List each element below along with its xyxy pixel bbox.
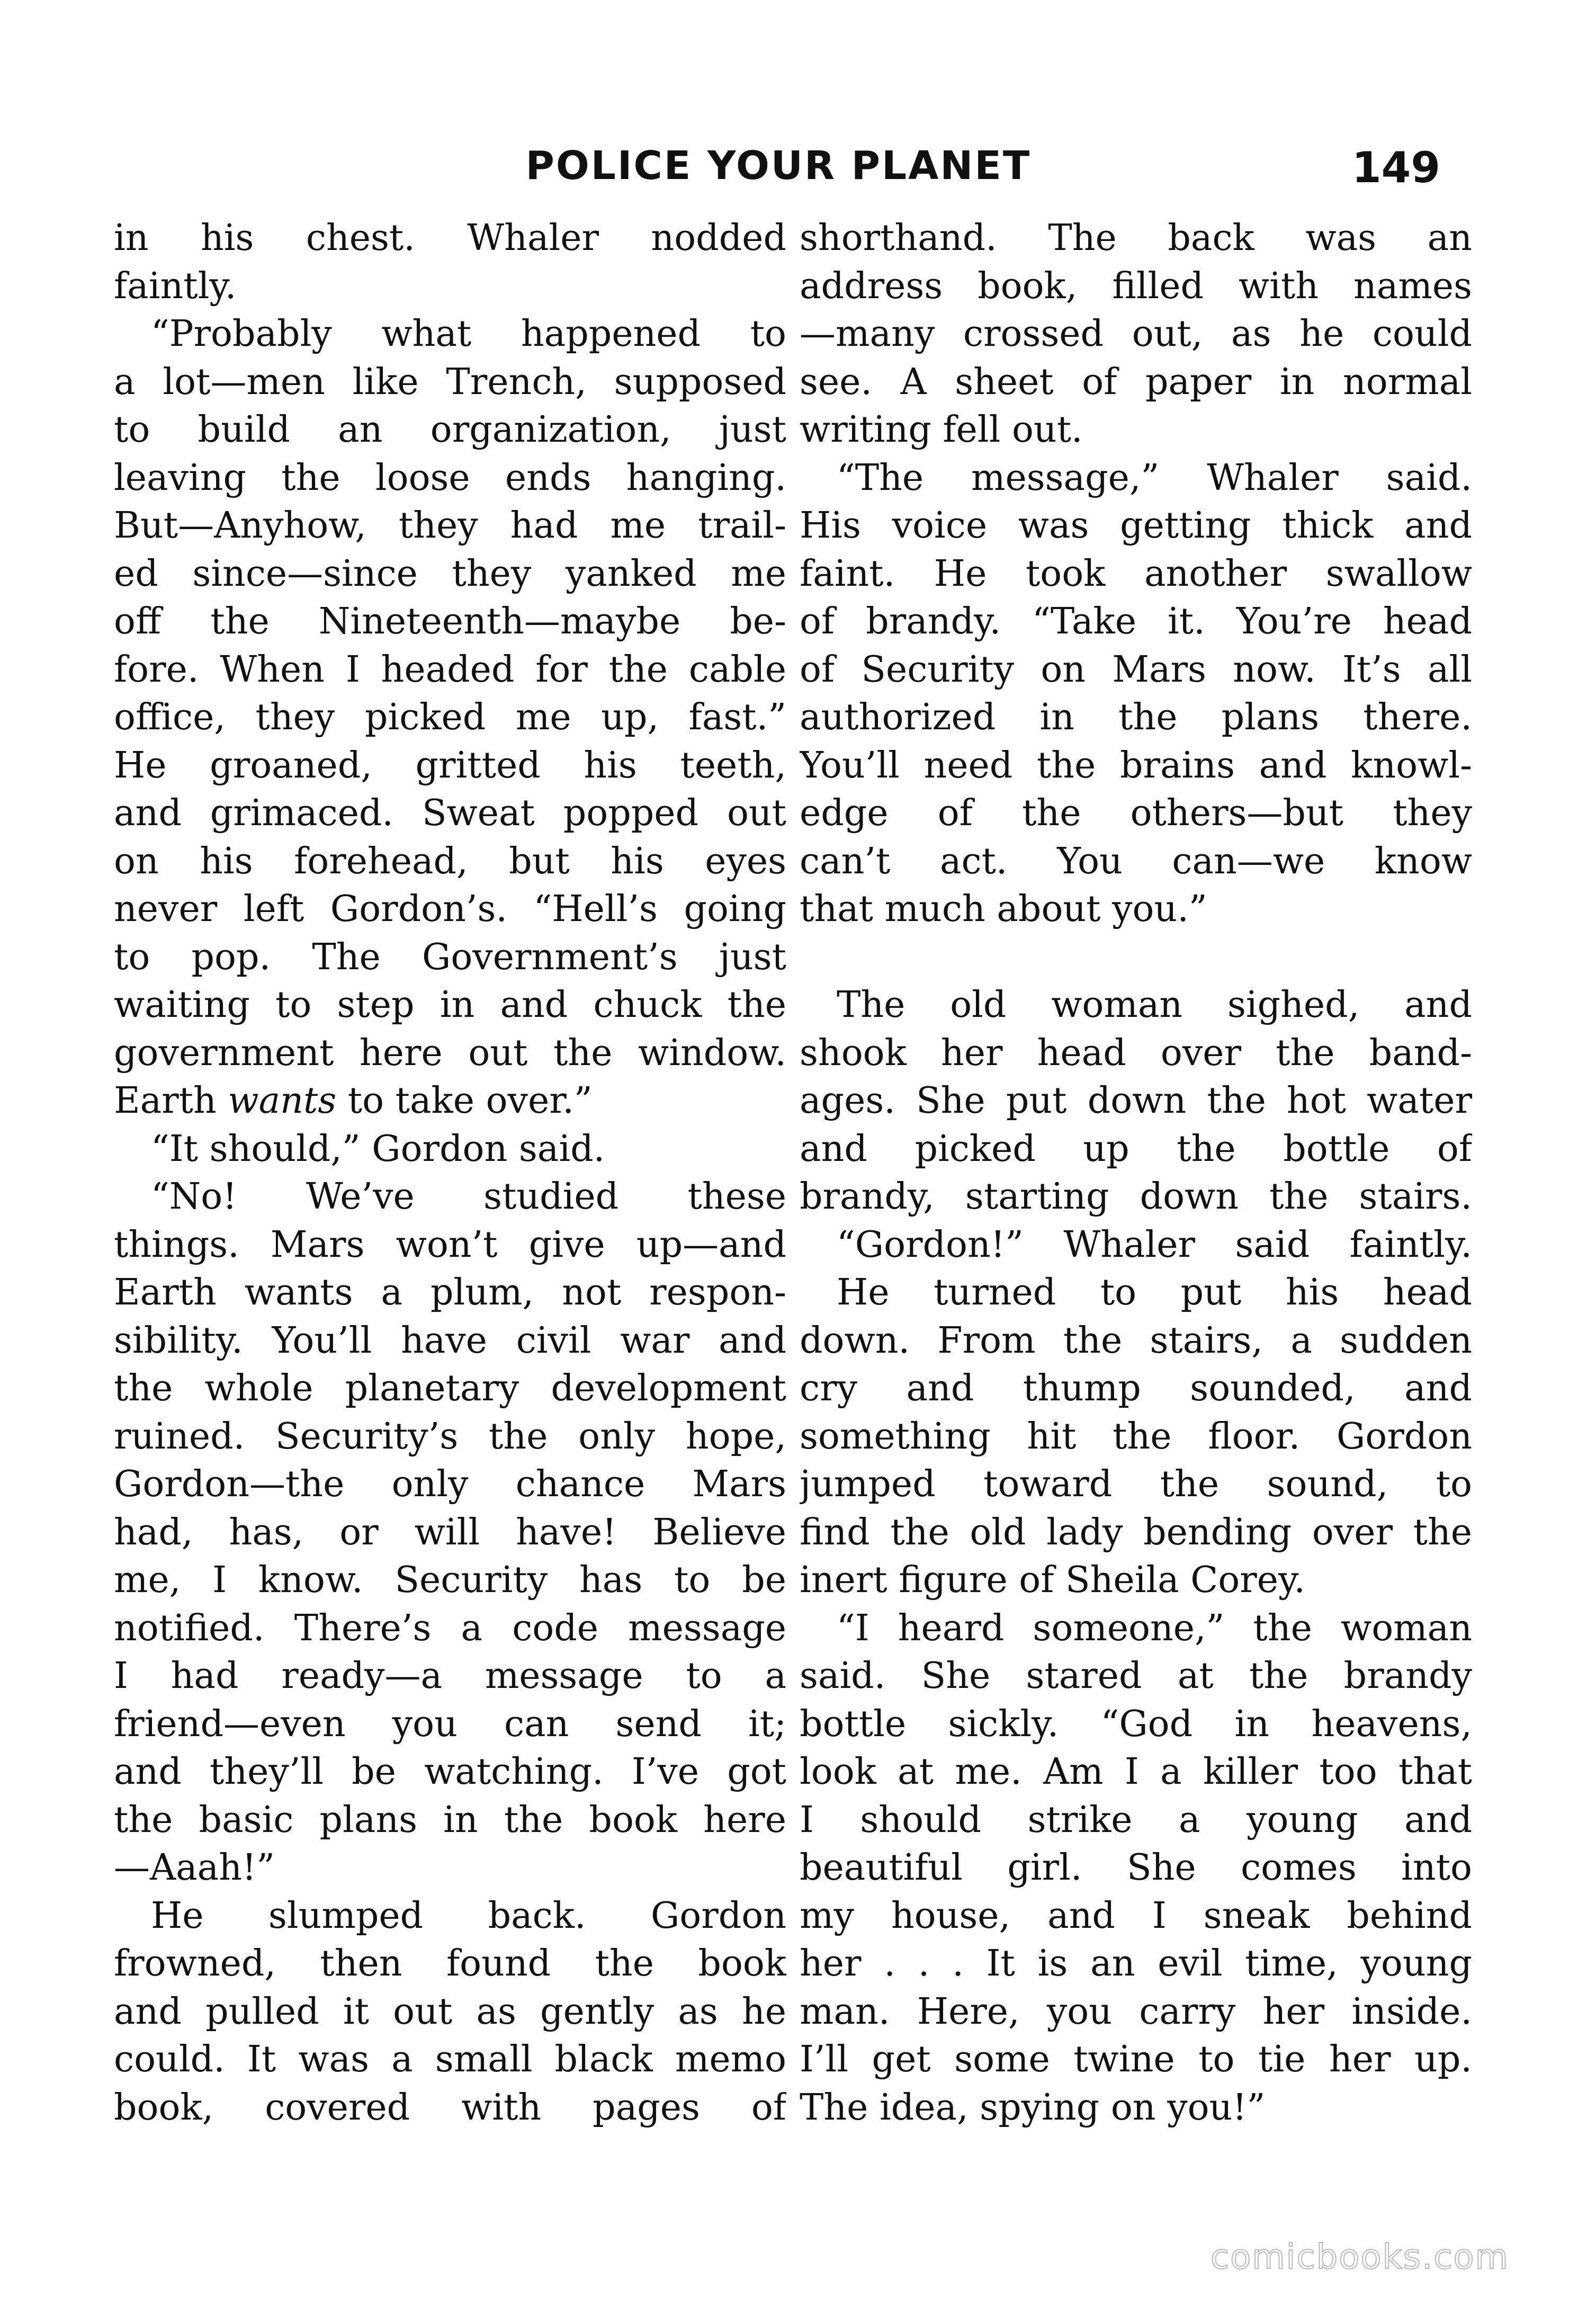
text-line: The idea, spying on you!” (800, 2086, 1266, 2129)
text-line: writing fell out. (800, 409, 1083, 451)
text-line: government here out the window. (114, 1032, 786, 1074)
text-line: man. Here, you carry her inside. (800, 1990, 1472, 2033)
text-line: “The message,” Whaler said. (837, 457, 1472, 499)
text-line: can’t act. You can—we know (800, 840, 1472, 882)
text-line: shook her head over the band- (800, 1032, 1472, 1074)
text-line: and picked up the bottle of (800, 1128, 1472, 1170)
text-line: my house, and I sneak behind (800, 1894, 1472, 1937)
left-text-column (114, 214, 786, 2132)
text-line: jumped toward the sound, to (800, 1463, 1472, 1505)
text-line: fore. When I headed for the cable (114, 648, 786, 691)
text-line: I should strike a young and (800, 1799, 1472, 1841)
text-line: I’ll get some twine to tie her up. (800, 2039, 1472, 2080)
text-line: something hit the floor. Gordon (800, 1415, 1472, 1458)
text-line: that much about you.” (800, 888, 1207, 930)
text-line: and pulled it out as gently as he (114, 1990, 786, 2033)
text-line: the whole planetary development (114, 1367, 786, 1409)
text-line: —many crossed out, as he could (800, 313, 1472, 355)
text-line: He slumped back. Gordon (151, 1894, 786, 1937)
text-line: a lot—men like Trench, supposed (114, 361, 786, 403)
text-line: waiting to step in and chuck the (114, 984, 786, 1026)
text-line: cry and thump sounded, and (800, 1367, 1472, 1409)
text-fragment: Earth (114, 1080, 228, 1122)
text-line: ruined. Security’s the only hope, (114, 1415, 786, 1458)
text-line: her . . . It is an evil time, young (800, 1943, 1472, 1985)
text-line: notified. There’s a code message (114, 1607, 786, 1649)
running-title: POLICE YOUR PLANET (525, 143, 1032, 189)
text-fragment: to take over.” (336, 1080, 593, 1122)
text-line: The old woman sighed, and (837, 984, 1472, 1026)
emphasized-word: wants (228, 1080, 337, 1122)
text-line: off the Nineteenth—maybe be- (114, 601, 786, 642)
text-line: and they’ll be watching. I’ve got (114, 1751, 786, 1793)
text-line: —Aaah!” (114, 1847, 275, 1889)
text-line: ages. She put down the hot water (800, 1080, 1472, 1122)
text-line: to build an organization, just (114, 409, 786, 451)
text-line: “Probably what happened to (151, 313, 786, 355)
text-line: find the old lady bending over the (800, 1511, 1472, 1553)
text-line: on his forehead, but his eyes (114, 840, 786, 882)
text-line: friend—even you can send it; (114, 1703, 786, 1745)
page-number: 149 (1352, 143, 1440, 192)
text-line: frowned, then found the book (114, 1943, 786, 1985)
page-header (116, 143, 1440, 207)
text-line: of brandy. “Take it. You’re head (800, 601, 1472, 642)
text-line: Gordon—the only chance Mars (114, 1463, 786, 1505)
text-line: office, they picked me up, fast.” (114, 696, 786, 738)
text-line: ed since—since they yanked me (114, 552, 786, 595)
text-line: the basic plans in the book here (114, 1799, 786, 1841)
text-line: sibility. You’ll have civil war and (114, 1319, 786, 1362)
text-line: leaving the loose ends hanging. (114, 457, 786, 499)
text-line: address book, filled with names (800, 265, 1472, 307)
text-line: never left Gordon’s. “Hell’s going (114, 888, 786, 930)
text-line: “I heard someone,” the woman (837, 1607, 1472, 1649)
text-line: brandy, starting down the stairs. (800, 1176, 1472, 1218)
watermark: comicbooks.com (1210, 2238, 1509, 2277)
text-line: “It should,” Gordon said. (151, 1128, 605, 1170)
text-line: edge of the others—but they (800, 792, 1472, 834)
text-line: in his chest. Whaler nodded (114, 217, 786, 259)
right-text-column (800, 214, 1472, 2132)
text-line: I had ready—a message to a (114, 1655, 786, 1697)
text-line: beautiful girl. She comes into (800, 1847, 1472, 1889)
text-line: see. A sheet of paper in normal (800, 361, 1472, 403)
text-line: things. Mars won’t give up—and (114, 1223, 786, 1266)
text-line: of Security on Mars now. It’s all (800, 648, 1472, 691)
text-line: Earth wants a plum, not respon- (114, 1272, 786, 1313)
text-line: His voice was getting thick and (800, 505, 1472, 547)
text-line: “Gordon!” Whaler said faintly. (837, 1223, 1472, 1266)
text-line: authorized in the plans there. (800, 696, 1472, 738)
text-line-with-emphasis (114, 1077, 786, 1125)
text-line: down. From the stairs, a sudden (800, 1319, 1472, 1362)
text-line: “No! We’ve studied these (151, 1176, 786, 1218)
text-line: could. It was a small black memo (114, 2039, 786, 2080)
text-line: said. She stared at the brandy (800, 1655, 1472, 1697)
text-line: look at me. Am I a killer too that (800, 1751, 1472, 1793)
text-line: You’ll need the brains and knowl- (800, 744, 1472, 786)
text-line: bottle sickly. “God in heavens, (800, 1703, 1472, 1745)
text-line: He groaned, gritted his teeth, (114, 744, 786, 786)
text-line: He turned to put his head (837, 1272, 1472, 1313)
text-line: inert figure of Sheila Corey. (800, 1559, 1305, 1601)
text-line: But—Anyhow, they had me trail- (114, 505, 786, 547)
text-line: faint. He took another swallow (800, 552, 1472, 595)
text-line: and grimaced. Sweat popped out (114, 792, 786, 834)
section-break (800, 934, 1472, 982)
text-line: faintly. (114, 265, 237, 307)
text-line: me, I know. Security has to be (114, 1559, 786, 1601)
text-line: book, covered with pages of (114, 2086, 786, 2129)
text-line: to pop. The Government’s just (114, 936, 786, 978)
text-line: shorthand. The back was an (800, 217, 1472, 259)
text-line: had, has, or will have! Believe (114, 1511, 786, 1553)
